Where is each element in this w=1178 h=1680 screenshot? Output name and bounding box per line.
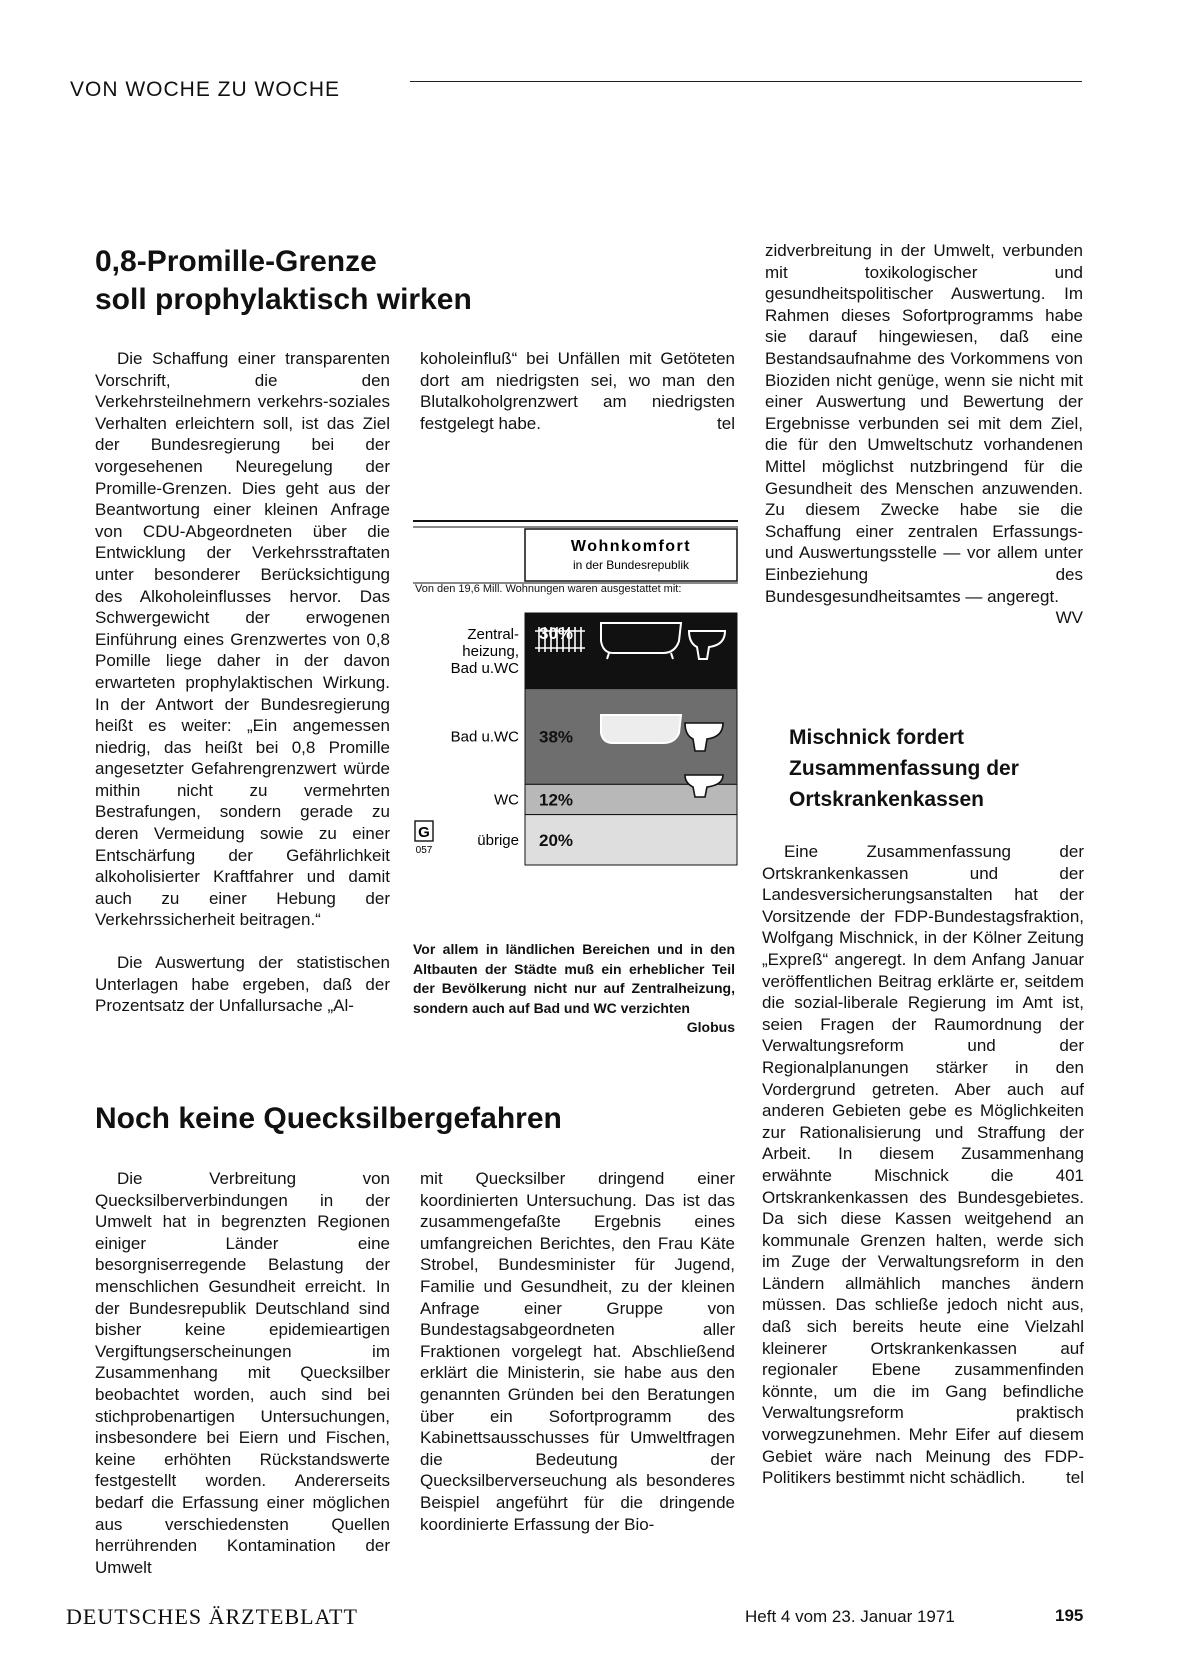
globus-g-letter: G — [418, 824, 430, 841]
bathtub-icon-2 — [601, 715, 681, 743]
article3-title-line2: Zusammenfassung der — [789, 757, 1019, 780]
chart-value-label-4: 20% — [539, 830, 574, 850]
footer-journal-name: DEUTSCHES ÄRZTEBLATT — [66, 1604, 358, 1629]
article2-headline: Noch keine Quecksilbergefahren — [95, 1102, 562, 1135]
article3-title-line3: Ortskrankenkassen — [789, 788, 984, 811]
article1-paragraph1: Die Schaffung einer transparenten Vorschrift, die den Verkehrsteilnehmern verkehrs-soziales Verhalten erleichtern soll, ist das Ziel der Bundesregierung bei der vorgesehenen Neuregelung der Promille-Grenzen. Dies geht aus der Beantwortung einer kleinen Anfrage von CDU-Abgeordneten über die Entwicklung der Verkehrsstraftaten unter besonderer Berücksichtigung des Alkoholeinflusses hervor. Das Schwergewicht der erwogenen Einführung eines Grenzwertes von 0,8 Pomille liege daher in der davon erwarteten prophylaktischen Wirkung. In der Antwort der Bundesregierung heißt es weiter: „Ein angemessen niedrig, das heißt bei 0,8 Promille angesetzter Gefahrengrenzwert würde mithin nicht zu vermehrten Bestrafungen, sondern gerade zu deren Vermeidung sowie zu einer Entschärfung der Gefährlichkeit alkoholisierter Kraftfahrer und damit auch zu einer Hebung der Verkehrssicherheit beitragen.“ — [95, 349, 390, 930]
section-rubric: VON WOCHE ZU WOCHE — [70, 78, 340, 101]
chart-category-labels — [451, 626, 520, 849]
article2-column3 — [765, 240, 1083, 629]
chart-canvas — [413, 519, 738, 931]
chart-value-label-2: 38% — [539, 727, 574, 747]
article3-signature: tel — [1066, 1468, 1084, 1488]
article1-signature: tel — [717, 413, 735, 433]
chart-category-label-1: heizung, — [462, 642, 519, 660]
article2-column1 — [95, 1168, 390, 1578]
article3-column — [762, 841, 1084, 1489]
chart-subtitle: in der Bundesrepublik — [572, 558, 690, 572]
chart-description-box — [415, 583, 737, 613]
article1-title-line1: 0,8-Promille-Grenze — [95, 245, 377, 278]
chart-description: Von den 19,6 Mill. Wohnungen waren ausgestattet mit: — [415, 583, 682, 595]
caption-credit: Globus — [686, 1019, 735, 1035]
caption-text: Vor allem in ländlichen Bereichen und in den Altbauten der Städte muß ein erheblicher Teil der Bevölkerung nicht nur auf Zentralheizung, sondern auch auf Bad und WC verzichten — [413, 941, 735, 1016]
chart-category-label-1: Zentral- — [467, 625, 519, 643]
chart-title: Wohnkomfort — [570, 538, 692, 555]
chart-value-label-3: 12% — [539, 790, 574, 810]
article2-column2 — [420, 1168, 735, 1535]
chart-title-box — [525, 529, 737, 581]
chart-category-label-1: Bad u.WC — [450, 659, 519, 677]
article1-column2 — [420, 348, 735, 434]
footer-page-number: 195 — [1055, 1606, 1084, 1625]
article2-paragraph2: mit Quecksilber dringend einer koordinierten Untersuchung. Das ist das zusammengefaßte Ergebnis eines umfangreichen Berichtes, den Frau Käte Strobel, Bundesminister für Jugend, Familie und Gesundheit, zu der kleinen Anfrage einer Gruppe von Bundestagsabgeordneten aller Fraktionen vorgelegt hat. Abschließend erklärt die Ministerin, sie habe aus den genannten Gründen bei den Beratungen über ein Sofortprogramm des Kabinettsausschusses für Umweltfragen die Bedeutung der Quecksilberverseuchung als besonderes Beispiel angeführt für die dringende koordinierte Erfassung der Bio- — [420, 1169, 735, 1534]
article1-column1 — [95, 348, 390, 1017]
article1-headline — [95, 243, 472, 319]
article2-paragraph1: Die Verbreitung von Quecksilberverbindungen in der Umwelt hat in begrenzten Regionen einiger Länder eine besorgniserregende Belastung der menschlichen Gesundheit erreicht. In der Bundesrepublik Deutschland sind bisher keine epidemieartigen Vergiftungserscheinungen im Zusammenhang mit Quecksilber beobachtet worden, auch sind bei stichprobenartigen Untersuchungen, insbesondere bei Eiern und Fischen, keine erhöhten Rückstandswerte festgestellt worden. Andererseits bedarf die Erfassung einer möglichen aus verschiedensten Quellen herrührenden Kontamination der Umwelt — [95, 1169, 390, 1577]
article1-title-line2: soll prophylaktisch wirken — [95, 283, 472, 316]
article3-paragraph: Eine Zusammenfassung der Ortskrankenkassen und der Landesversicherungsanstalten hat der Vorsitzende der FDP-Bundestagsfraktion, Wolfgang Mischnick, in der Kölner Zeitung „Expreß“ angeregt. In dem Anfang Januar veröffentlichen Beitrag erklärte er, seitdem die sozial-liberale Regierung im Amt ist, seien Fragen der Raumordnung der Verwaltungsreform und der Regionalplanungen stärker in den Vordergrund getreten. Aber auch auf anderen Gebieten gebe es Möglichkeiten zur Rationalisierung und Straffung der Arbeit. In diesem Zusammenhang erwähnte Mischnick die 401 Ortskrankenkassen des Bundesgebietes. Da sich diese Kassen weitgehend an kommunale Grenzen halten, werde sich im Zuge der Verwaltungsreform in den Ländern allmählich manches ändern müssen. Das schließe jedoch nicht aus, daß sich bereits heute eine Vielzahl kleinerer Ortskrankenkassen auf regionaler Ebene zusammenfinden könnte, um die im Gang befindliche Verwaltungsreform praktisch vorwegzunehmen. Mehr Eifer auf diesem Gebiet wäre nach Meinung des FDP-Politikers bestimmt nicht schädlich. — [762, 842, 1084, 1488]
article2-signature: WV — [1055, 608, 1083, 628]
footer-issue: Heft 4 vom 23. Januar 1971 — [745, 1607, 955, 1626]
chart-category-label-3: WC — [494, 791, 519, 809]
article1-paragraph3: koholeinfluß“ bei Unfällen mit Getöteten dort am niedrigsten sei, wo man den Blutalkoholgrenzwert am niedrigsten festgelegt habe. — [420, 349, 735, 433]
article1-paragraph2: Die Auswertung der statistischen Unterlagen habe ergeben, daß der Prozentsatz der Unfallursache „Al- — [95, 953, 390, 1016]
chart-caption — [413, 940, 735, 1038]
article3-headline — [789, 722, 1019, 815]
article2-paragraph3: zidverbreitung in der Umwelt, verbunden mit toxikologischer und gesundheitspolitischer Auswertung. Im Rahmen dieses Sofortprogramms habe sie darauf hingewiesen, daß eine Bestandsaufnahme des Vorkommens von Bioziden nicht genüge, wenn sie nicht mit einer Auswertung und Bewertung der Ergebnisse verbunden sei mit dem Ziel, die für den Umweltschutz vorhandenen Mittel möglichst nutzbringend für die Gesundheit des Menschen anzuwenden. Zu diesem Zwecke habe sie die Schaffung einer zentralen Erfassungs- und Auswertungsstelle — vor allem unter Einbeziehung des Bundesgesundheitsamtes — angeregt. — [765, 241, 1083, 606]
chart-publisher-code: 057 — [415, 845, 433, 856]
chart-value-label-1: 30% — [539, 624, 574, 643]
chart-category-label-2: Bad u.WC — [450, 728, 519, 746]
wohnkomfort-chart — [413, 519, 738, 931]
chart-category-label-4: übrige — [477, 831, 519, 849]
article3-title-line1: Mischnick fordert — [789, 726, 965, 749]
header-rule — [410, 81, 1082, 82]
